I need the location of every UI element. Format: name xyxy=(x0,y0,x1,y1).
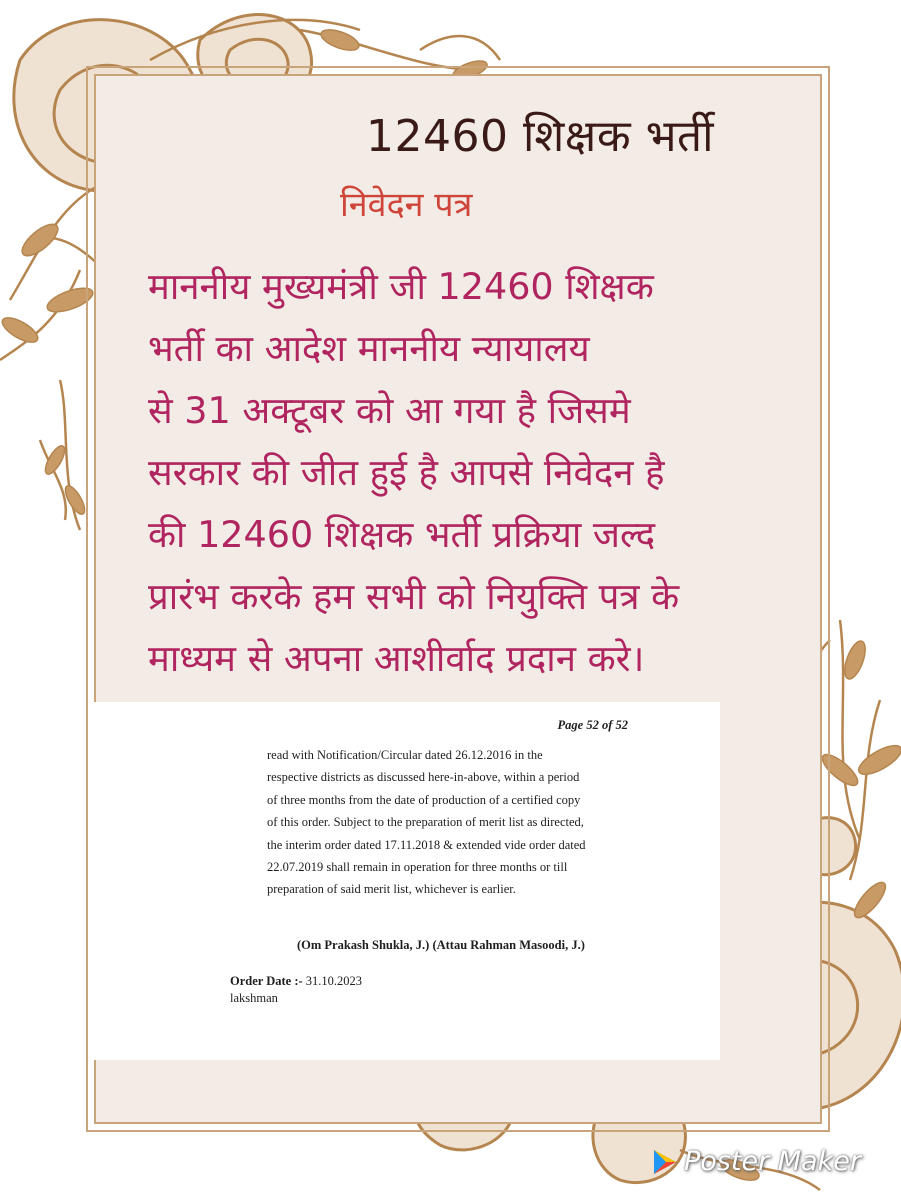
judges-signature: (Om Prakash Shukla, J.) (Attau Rahman Masoodi, J.) xyxy=(297,938,585,952)
body-line: से 31 अक्टूबर को आ गया है जिसमे xyxy=(148,389,631,432)
order-date-value: 31.10.2023 xyxy=(305,974,363,988)
author-name: lakshman xyxy=(230,991,278,1005)
paragraph-line: of three months from the date of production of a certified copy xyxy=(267,792,581,807)
body-line: सरकार की जीत हुई है आपसे निवेदन है xyxy=(148,451,665,494)
order-date-label: Order Date :- xyxy=(230,974,303,988)
poster-title: 12460 शिक्षक भर्ती xyxy=(366,111,715,162)
poster-body xyxy=(148,256,828,690)
order-paragraph xyxy=(267,744,627,901)
paragraph-line: respective districts as discussed here-in-above, within a period xyxy=(267,770,580,785)
page-number: Page 52 of 52 xyxy=(557,718,628,732)
poster-subtitle: निवेदन पत्र xyxy=(340,185,473,225)
paragraph-line: preparation of said merit list, whichever is earlier. xyxy=(267,882,516,897)
body-line: की 12460 शिक्षक भर्ती प्रक्रिया जल्द xyxy=(148,513,656,556)
play-store-icon xyxy=(652,1148,678,1176)
body-line: माध्यम से अपना आशीर्वाद प्रदान करे। xyxy=(148,637,645,680)
poster-maker-watermark xyxy=(652,1146,861,1177)
body-line: प्रारंभ करके हम सभी को नियुक्ति पत्र के xyxy=(148,575,680,618)
paragraph-line: of this order. Subject to the preparation of merit list as directed, xyxy=(267,815,584,830)
body-line: माननीय मुख्यमंत्री जी 12460 शिक्षक xyxy=(148,265,654,308)
court-order-excerpt xyxy=(92,702,720,1060)
watermark-text: Poster Maker xyxy=(684,1146,861,1177)
paragraph-line: the interim order dated 17.11.2018 & extended vide order dated xyxy=(267,837,586,852)
paragraph-line: 22.07.2019 shall remain in operation for three months or till xyxy=(267,860,568,875)
body-line: भर्ती का आदेश माननीय न्यायालय xyxy=(148,327,590,370)
paragraph-line: read with Notification/Circular dated 26.12.2016 in the xyxy=(267,748,543,762)
order-date xyxy=(230,974,362,989)
